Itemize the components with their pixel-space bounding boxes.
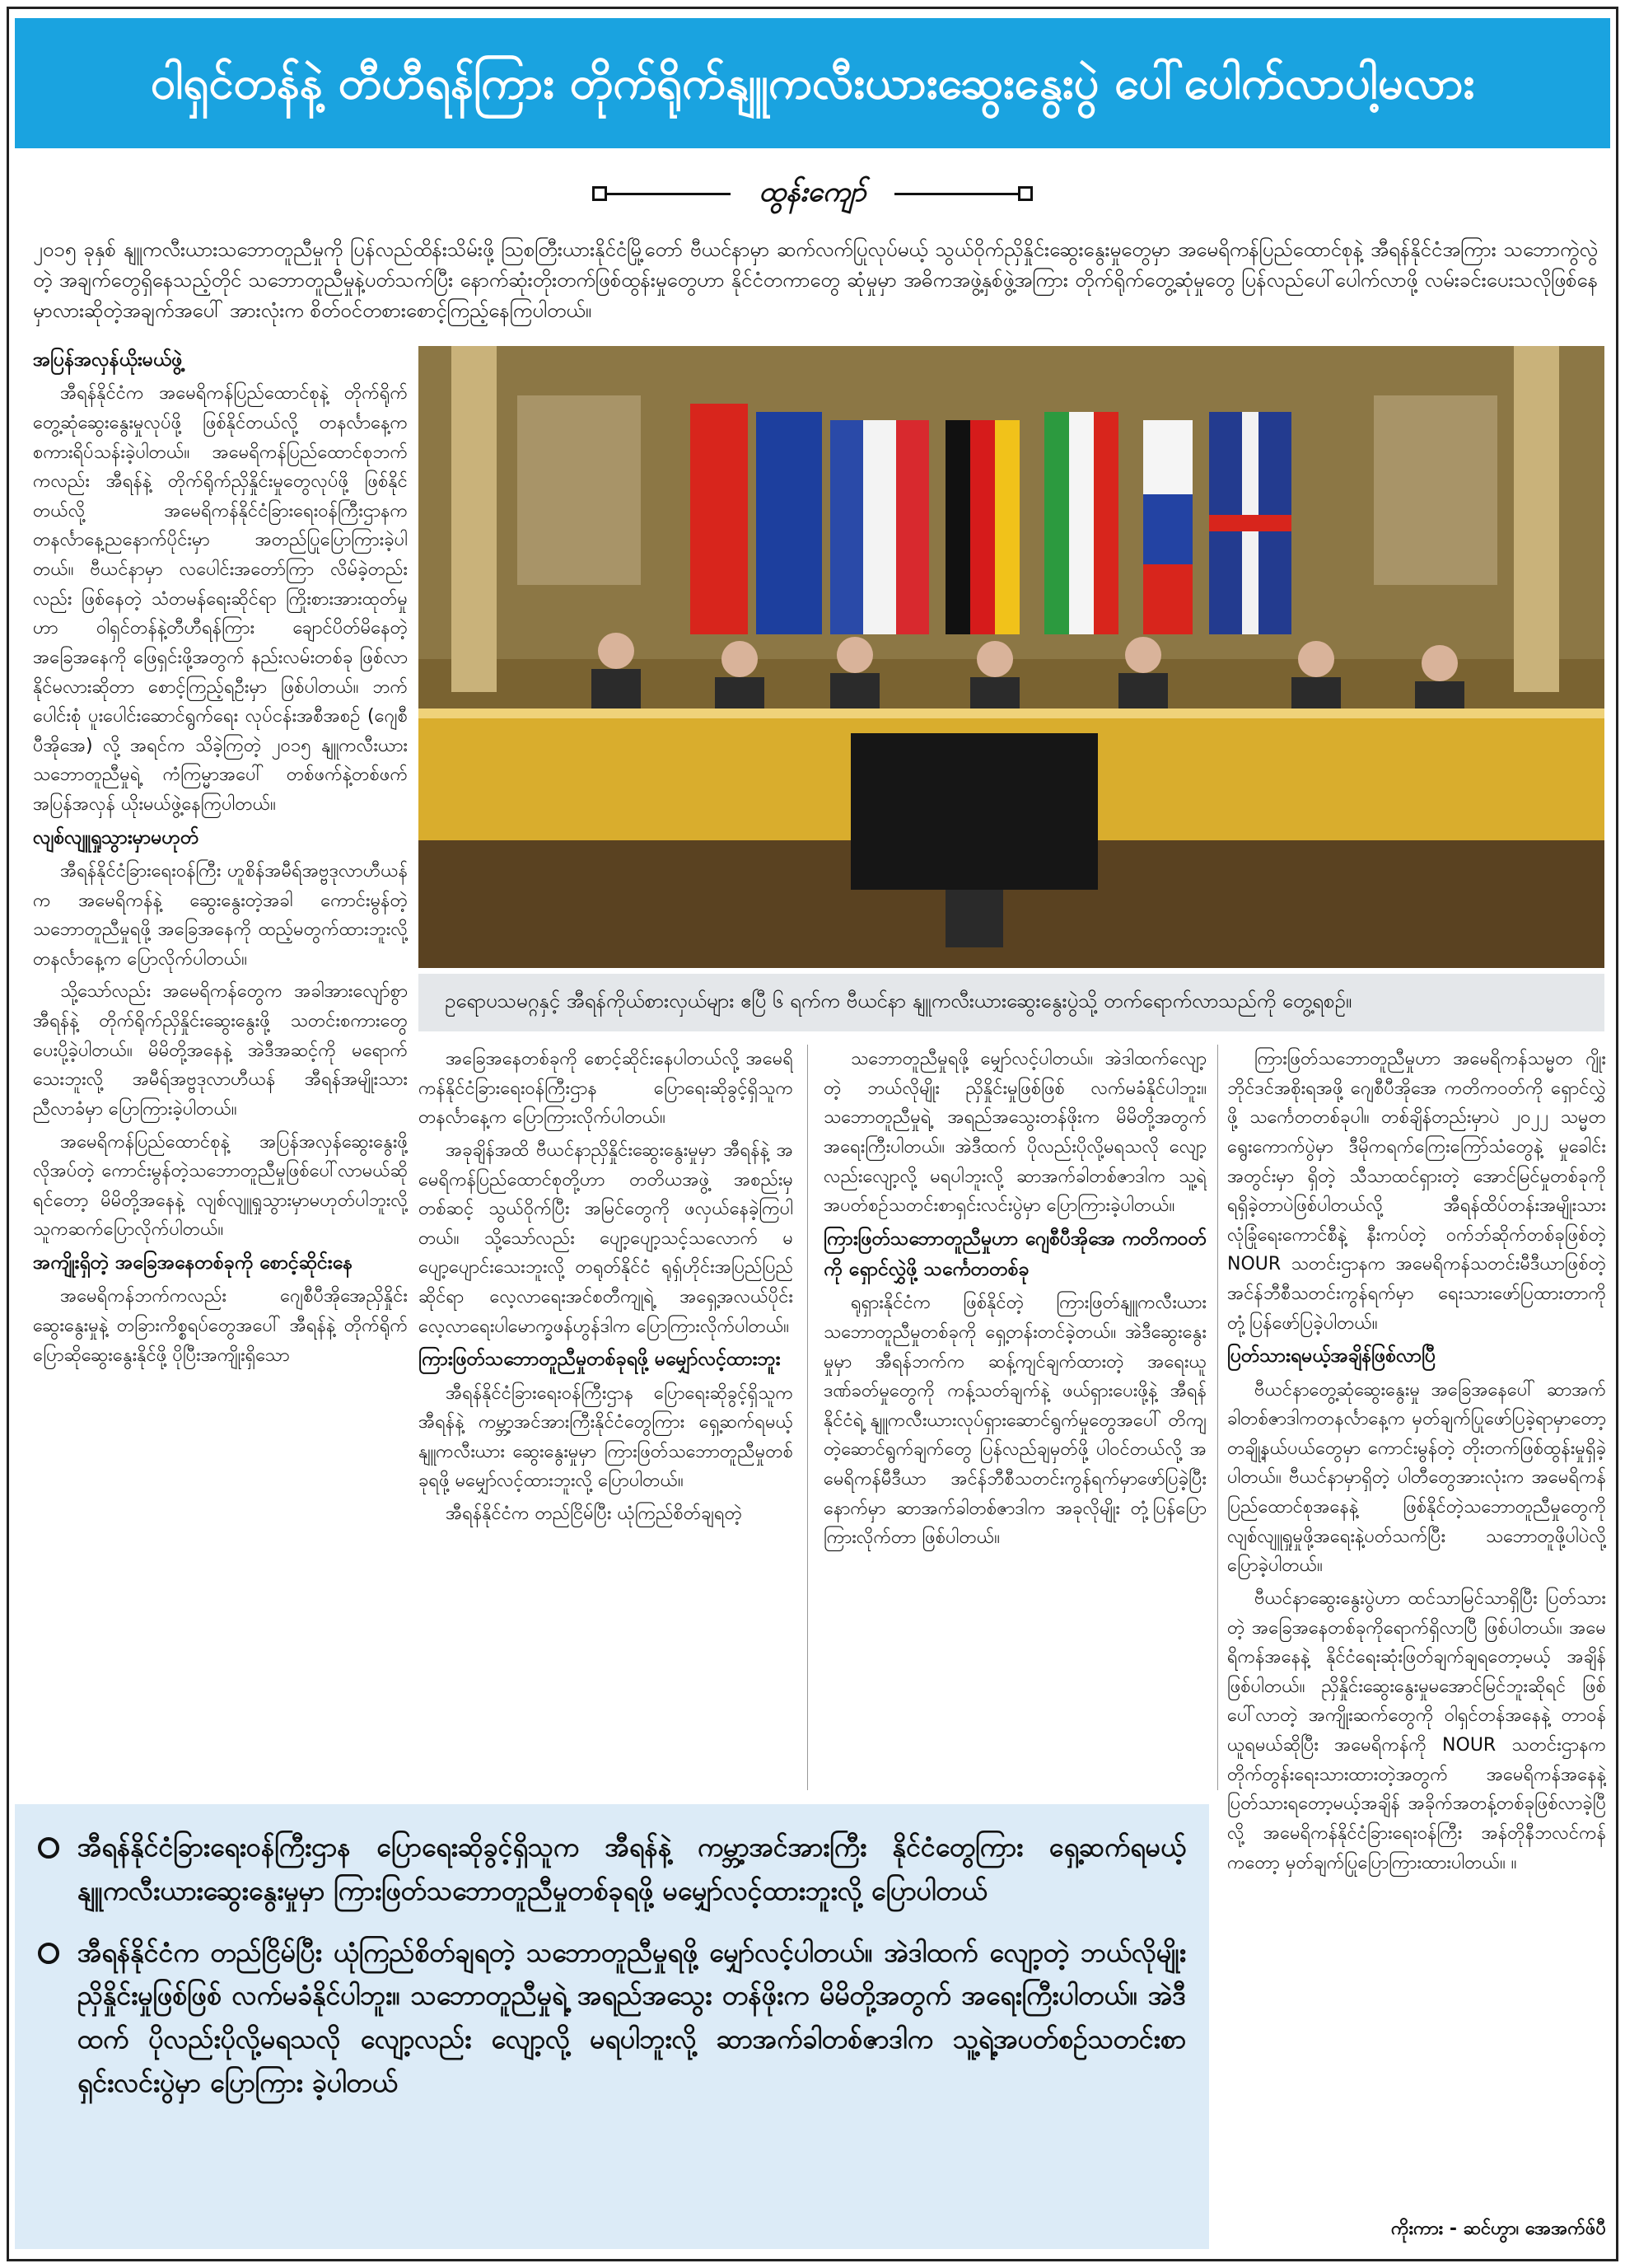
paragraph: အခုချိန်အထိ ဗီယင်နာညှိနှိုင်းဆွေးနွေးမှုမှာ အီရန်နဲ့ အမေရိကန်ပြည်ထောင်စုတို့ဟာ တတိယအဖွဲ့ အစည်းမှတစ်ဆင့် သွယ်ဝိုက်ပြီး အမြင်တွေကို ဖလှယ်နေခဲ့ကြပါတယ်။ သို့သော်လည်း ပျော့ပျော့သင့်သလောက် မပျော့ပျောင်းသေးဘူးလို့ တရုတ်နိုင်ငံ ရုရှ်ဟိုင်းအပြည်ပြည်ဆိုင်ရာ လေ့လာရေးအင်စတီကျုရဲ့ အရှေ့အလယ်ပိုင်းလေ့လာရေးပါမောက္ခဖန်ဟွန်ဒါက ပြောကြားလိုက်ပါတယ်။ [418, 1139, 793, 1337]
subheading: အကျိုးရှိတဲ့ အခြေအနေတစ်ခုကို စောင့်ဆိုင်းနေ [33, 1252, 353, 1274]
summary-text: အီရန်နိုင်ငံခြားရေးဝန်ကြီးဌာန ပြောရေးဆိုခွင့်ရှိသူက အီရန်နဲ့ ကမ္ဘာ့အင်အားကြီး နိုင်ငံတွေကြား ရှေ့ဆက်ရမယ့် နျူကလီးယားဆွေးနွေးမှုမှာ ကြားဖြတ်သဘောတူညီမှုတစ်ခုရဖို့ မမျှော်လင့်ထားဘူးလို့ ပြောပါတယ် [77, 1831, 1186, 1906]
paragraph: အမေရိကန်ပြည်ထောင်စုနဲ့ အပြန်အလှန်ဆွေးနွေးဖို့လိုအပ်တဲ့ ကောင်းမွန်တဲ့သဘောတူညီမှုဖြစ်ပေါ်လာမယ်ဆိုရင်တော့ မိမိတို့အနေနဲ့ လျစ်လျူရှုသွားမှာမဟုတ်ပါဘူးလို့ သူကဆက်ပြောလိုက်ပါတယ်။ [33, 1131, 408, 1241]
column-left [33, 342, 408, 1796]
paragraph: အီရန်နိုင်ငံခြားရေးဝန်ကြီး ဟူစိန်အမီရ်အဗ္ဗဒုလာဟီယန်က အမေရိကန်နဲ့ ဆွေးနွေးတဲ့အခါ ကောင်းမွန်တဲ့ သဘောတူညီမှုရဖို့ အခြေအနေကို ထည့်မတွက်ထားဘူးလို့ တနင်္လာနေ့က ပြောလိုက်ပါတယ်။ [33, 860, 408, 970]
circle-bullet-icon [38, 1943, 59, 1964]
source-credit: ကိုးကား - ဆင်ဟွာ၊ အေအက်ဖ်ပီ [1390, 2219, 1606, 2239]
paragraph: အမေရိကန်ဘက်ကလည်း ဂျေစီပီအိုအေညှိနှိုင်းဆွေးနွေးမှုနဲ့ တခြားကိစ္စရပ်တွေအပေါ် အီရန်နဲ့ တိုက်ရိုက်ပြောဆိုဆွေးနွေးနိုင်ဖို့ ပိုပြီးအကျိုးရှိသော [33, 1286, 408, 1366]
byline-row [0, 169, 1625, 218]
circle-bullet-icon [38, 1837, 59, 1859]
subheading: လျစ်လျူရှုသွားမှာမဟုတ် [33, 826, 199, 849]
summary-item [38, 1931, 1186, 2105]
column-divider [1217, 1045, 1218, 1790]
column-fourth [1227, 1045, 1606, 2165]
photo-caption: ဥရောပသမဂ္ဂနှင့် အီရန်ကိုယ်စားလှယ်များ ဧပြီ ၆ ရက်က ဗီယင်နာ နျူကလီးယားဆွေးနွေးပွဲသို့ တက်ရောက်လာသည်ကို တွေ့ရစဉ်။ [418, 974, 1604, 1031]
lead-paragraph: ၂၀၁၅ ခုနှစ် နျူကလီးယားသဘောတူညီမှုကို ပြန်လည်ထိန်းသိမ်းဖို့ ဩစတြီးယားနိုင်ငံမြို့တော် ဗီယင်နာမှာ ဆက်လက်ပြုလုပ်မယ့် သွယ်ဝိုက်ညှိနှိုင်းဆွေးနွေးမှုတွေမှာ အမေရိကန်ပြည်ထောင်စုနဲ့ အီရန်နိုင်ငံအကြား သဘောကွဲလွဲတဲ့ အချက်တွေရှိနေသည့်တိုင် သဘောတူညီမှုနဲ့ပတ်သက်ပြီး နောက်ဆုံးတိုးတက်ဖြစ်ထွန်းမှုတွေဟာ နိုင်ငံတကာတွေ ဆုံမှုမှာ အဓိကအဖွဲ့နှစ်ဖွဲ့အကြား တိုက်ရိုက်တွေ့ဆုံမှုတွေ ပြန်လည်ပေါ်ပေါက်လာဖို့ လမ်းခင်းပေးသလိုဖြစ်နေမှာလားဆိုတဲ့အချက်အပေါ် အားလုံးက စိတ်ဝင်တစားစောင့်ကြည့်နေကြပါတယ်။ [33, 238, 1598, 323]
headline-banner [15, 18, 1610, 148]
paragraph: အီရန်နိုင်ငံခြားရေးဝန်ကြီးဌာန ပြောရေးဆိုခွင့်ရှိသူက အီရန်နဲ့ ကမ္ဘာ့အင်အားကြီးနိုင်ငံတွေကြား ရှေ့ဆက်ရမယ့် နျူကလီးယား ဆွေးနွေးမှုမှာ ကြားဖြတ်သဘောတူညီမှုတစ်ခုရဖို့ မမျှော်လင့်ထားဘူးလို့ ပြောပါတယ်။ [418, 1382, 793, 1492]
column-third [824, 1045, 1207, 1790]
meeting-photo-illustration [418, 346, 1604, 968]
column-divider [807, 1045, 808, 1790]
meeting-photo [418, 346, 1604, 968]
byline-rule-left [592, 186, 731, 201]
subheading: အပြန်အလှန်ယိုးမယ်ဖွဲ့ [33, 349, 183, 371]
summary-item [38, 1826, 1186, 1913]
summary-box [15, 1804, 1209, 2249]
byline-rule-right [894, 186, 1033, 201]
paragraph: ရုရှားနိုင်ငံက ဖြစ်နိုင်တဲ့ ကြားဖြတ်နျူကလီးယားသဘောတူညီမှုတစ်ခုကို ရှေ့တန်းတင်ခဲ့တယ်။ အဲဒီဆွေးနွေးမှုမှာ အီရန်ဘက်က ဆန့်ကျင်ချက်ထားတဲ့ အရေးယူဒဏ်ခတ်မှုတွေကို ကန့်သတ်ချက်နဲ့ ဖယ်ရှားပေးဖို့နဲ့ အီရန်နိုင်ငံရဲ့ နျူကလီးယားလုပ်ရှားဆောင်ရွက်မှုတွေအပေါ် တိကျတဲ့ဆောင်ရွက်ချက်တွေ ပြန်လည်ချမှတ်ဖို့ ပါဝင်တယ်လို့ အမေရိကန်မီဒီယာ အင်န်ဘီစီသတင်းကွန်ရက်မှာဖော်ပြခဲ့ပြီးနောက်မှာ ဆာအက်ခါတစ်ဇာဒါက အခုလိုမျိုး တုံ့ပြန်ပြောကြားလိုက်တာ ဖြစ်ပါတယ်။ [824, 1293, 1207, 1549]
paragraph: ဗီယင်နာဆွေးနွေးပွဲဟာ ထင်သာမြင်သာရှိပြီး ပြတ်သားတဲ့ အခြေအနေတစ်ခုကိုရောက်ရှိလာပြီ ဖြစ်ပါတယ်။ အမေရိကန်အနေနဲ့ နိုင်ငံရေးဆုံးဖြတ်ချက်ချရတော့မယ့် အချိန်ဖြစ်ပါတယ်။ ညှိနှိုင်းဆွေးနွေးမှုမအောင်မြင်ဘူးဆိုရင် ဖြစ်ပေါ်လာတဲ့ အကျိုးဆက်တွေကို ဝါရှင်တန်အနေနဲ့ တာဝန်ယူရမယ်ဆိုပြီး အမေရိကန်ကို NOUR သတင်းဌာနက တိုက်တွန်းရေးသားထားတဲ့အတွက် အမေရိကန်အနေနဲ့ ပြတ်သားရတော့မယ့်အချိန် အခိုက်အတန့်တစ်ခုဖြစ်လာခဲ့ပြီလို့ အမေရိကန်နိုင်ငံခြားရေးဝန်ကြီး အန်တိုနီဘလင်ကန်ကတော့ မှတ်ချက်ပြုပြောကြားထားပါတယ်။ ။ [1227, 1588, 1606, 1873]
paragraph: အခြေအနေတစ်ခုကို စောင့်ဆိုင်းနေပါတယ်လို့ အမေရိကန်နိုင်ငံခြားရေးဝန်ကြီးဌာန ပြောရေးဆိုခွင့်ရှိသူက တနင်္လာနေ့က ပြောကြားလိုက်ပါတယ်။ [418, 1049, 793, 1129]
paragraph: အီရန်နိုင်ငံက တည်ငြိမ်ပြီး ယုံကြည်စိတ်ချရတဲ့ [446, 1503, 743, 1524]
subheading: ကြားဖြတ်သဘောတူညီမှုတစ်ခုရဖို့ မမျှော်လင့်ထားဘူး [418, 1349, 781, 1371]
paragraph: သို့သော်လည်း အမေရိကန်တွေက အခါအားလျော်စွာ အီရန်နဲ့ တိုက်ရိုက်ညှိနှိုင်းဆွေးနွေးဖို့ သတင်းစကားတွေ ပေးပို့ခဲ့ပါတယ်။ မိမိတို့အနေနဲ့ အဲဒီအဆင့်ကို မရောက်သေးဘူးလို့ အမီရ်အဗ္ဗဒုလာဟီယန် အီရန်အမျိုးသားညီလာခံမှာ ပြောကြားခဲ့ပါတယ်။ [33, 981, 408, 1120]
headline: ဝါရှင်တန်နဲ့ တီဟီရန်ကြား တိုက်ရိုက်နျူကလီးယားဆွေးနွေးပွဲ ပေါ်ပေါက်လာပါ့မလား [150, 56, 1475, 109]
summary-text: အီရန်နိုင်ငံက တည်ငြိမ်ပြီး ယုံကြည်စိတ်ချရတဲ့ သဘောတူညီမှုရဖို့ မျှော်လင့်ပါတယ်။ အဲဒါထက် လျော့တဲ့ ဘယ်လိုမျိုး ညှိနှိုင်းမှုဖြစ်ဖြစ် လက်မခံနိုင်ပါဘူး။ သဘောတူညီမှုရဲ့ အရည်အသွေး တန်ဖိုးက မိမိတို့အတွက် အရေးကြီးပါတယ်။ အဲဒီထက် ပိုလည်းပိုလို့မရသလို လျော့လည်း လျော့လို့ မရပါဘူးလို့ ဆာအက်ခါတစ်ဇာဒါက သူ့ရဲ့အပတ်စဉ်သတင်းစာရှင်းလင်းပွဲမှာ ပြောကြား ခဲ့ပါတယ် [77, 1936, 1186, 2098]
paragraph: သဘောတူညီမှုရဖို့ မျှော်လင့်ပါတယ်။ အဲဒါထက်လျော့တဲ့ ဘယ်လိုမျိုး ညှိနှိုင်းမှုဖြစ်ဖြစ် လက်မခံနိုင်ပါဘူး။ သဘောတူညီမှုရဲ့ အရည်အသွေးတန်ဖိုးက မိမိတို့အတွက် အရေးကြီးပါတယ်။ အဲဒီထက် ပိုလည်းပိုလို့မရသလို လျော့လည်းလျော့လို့ မရပါဘူးလို့ ဆာအက်ခါတစ်ဇာဒါက သူ့ရဲ့အပတ်စဉ်သတင်းစာရှင်းလင်းပွဲမှာ ပြောကြားခဲ့ပါတယ်။ [824, 1049, 1207, 1217]
byline: ထွန်းကျော် [759, 175, 866, 208]
paragraph: ကြားဖြတ်သဘောတူညီမှုဟာ အမေရိကန်သမ္မတ ဂျိုးဘိုင်ဒင်အစိုးရအဖို့ ဂျေစီပီအိုအေ ကတိကဝတ်ကို ရှောင်လွှဲဖို့ သင်္ကေတတစ်ခုပါ။ တစ်ချိန်တည်းမှာပဲ ၂၀၂၂ သမ္မတရွေးကောက်ပွဲမှာ ဒီမိုကရက်ကြေးကြော်သံတွေနဲ့ မှုခေါင်းအတွင်းမှာ ရှိတဲ့ သီသာထင်ရှားတဲ့ အောင်မြင်မှုတစ်ခုကို ရရှိခဲ့တာပဲဖြစ်ပါတယ်လို့ အီရန်ထိပ်တန်းအမျိုးသားလုံခြုံရေးကောင်စီနဲ့ နီးကပ်တဲ့ ဝက်ဘ်ဆိုက်တစ်ခုဖြစ်တဲ့ NOUR သတင်းဌာနက အမေရိကန်သတင်းမီဒီယာဖြစ်တဲ့ အင်န်ဘီစီသတင်းကွန်ရက်မှာ ရေးသားဖော်ပြထားတာကို တုံ့ပြန်ဖော်ပြခဲ့ပါတယ်။ [1227, 1049, 1606, 1334]
subheading: ပြတ်သားရမယ့်အချိန်ဖြစ်လာပြီ [1227, 1345, 1436, 1368]
paragraph: ဗီယင်နာတွေ့ဆုံဆွေးနွေးမှု အခြေအနေပေါ် ဆာအက်ခါတစ်ဇာဒါကတနင်္လာနေ့က မှတ်ချက်ပြုဖော်ပြခဲ့ရာမှာတော့ တချို့နယ်ပယ်တွေမှာ ကောင်းမွန်တဲ့ တိုးတက်ဖြစ်ထွန်းမှုရှိခဲ့ပါတယ်။ ဗီယင်နာမှာရှိတဲ့ ပါတီတွေအားလုံးက အမေရိကန်ပြည်ထောင်စုအနေနဲ့ ဖြစ်နိုင်တဲ့သဘောတူညီမှုတွေကို လျစ်လျူရှုမှုဖို့အရေးနဲ့ပတ်သက်ပြီး သဘောတူဖို့ပါပဲလို့ ပြောခဲ့ပါတယ်။ [1227, 1379, 1606, 1577]
subheading: ကြားဖြတ်သဘောတူညီမှုဟာ ဂျေစီပီအိုအေ ကတိကဝတ်ကို ရှောင်လွှဲဖို့ သင်္ကေတတစ်ခု [824, 1228, 1207, 1280]
column-second [418, 1045, 793, 1790]
paragraph: အီရန်နိုင်ငံက အမေရိကန်ပြည်ထောင်စုနဲ့ တိုက်ရိုက်တွေ့ဆုံဆွေးနွေးမှုလုပ်ဖို့ ဖြစ်နိုင်တယ်လို့ တနင်္လာနေ့က စကားရိပ်သန်းခဲ့ပါတယ်။ အမေရိကန်ပြည်ထောင်စုဘက်ကလည်း အီရန်နဲ့ တိုက်ရိုက်ညှိနှိုင်းမှုတွေလုပ်ဖို့ ဖြစ်နိုင်တယ်လို့ အမေရိကန်နိုင်ငံခြားရေးဝန်ကြီးဌာနက တနင်္လာနေ့ညနောက်ပိုင်းမှာ အတည်ပြုပြောကြားခဲ့ပါတယ်။ ဗီယင်နာမှာ လပေါင်းအတော်ကြာ လိမ်ခဲ့တည်းလည်း ဖြစ်နေတဲ့ သံတမန်ရေးဆိုင်ရာ ကြိုးစားအားထုတ်မှုဟာ ဝါရှင်တန်နဲ့တီဟီရန်ကြား ချောင်ပိတ်မိနေတဲ့ အခြေအနေကို ဖြေရှင်းဖို့အတွက် နည်းလမ်းတစ်ခု ဖြစ်လာနိုင်မလားဆိုတာ စောင့်ကြည့်ရဦးမှာ ဖြစ်ပါတယ်။ ဘက်ပေါင်းစုံ ပူးပေါင်းဆောင်ရွက်ရေး လုပ်ငန်းအစီအစဉ် (ဂျေစီပီအိုအေ) လို့ အရင်က သိခဲ့ကြတဲ့ ၂၀၁၅ နျူကလီးယားသဘောတူညီမှုရဲ့ ကံကြမ္မာအပေါ် တစ်ဖက်နဲ့တစ်ဖက် အပြန်အလှန် ယိုးမယ်ဖွဲ့နေကြပါတယ်။ [33, 383, 408, 815]
